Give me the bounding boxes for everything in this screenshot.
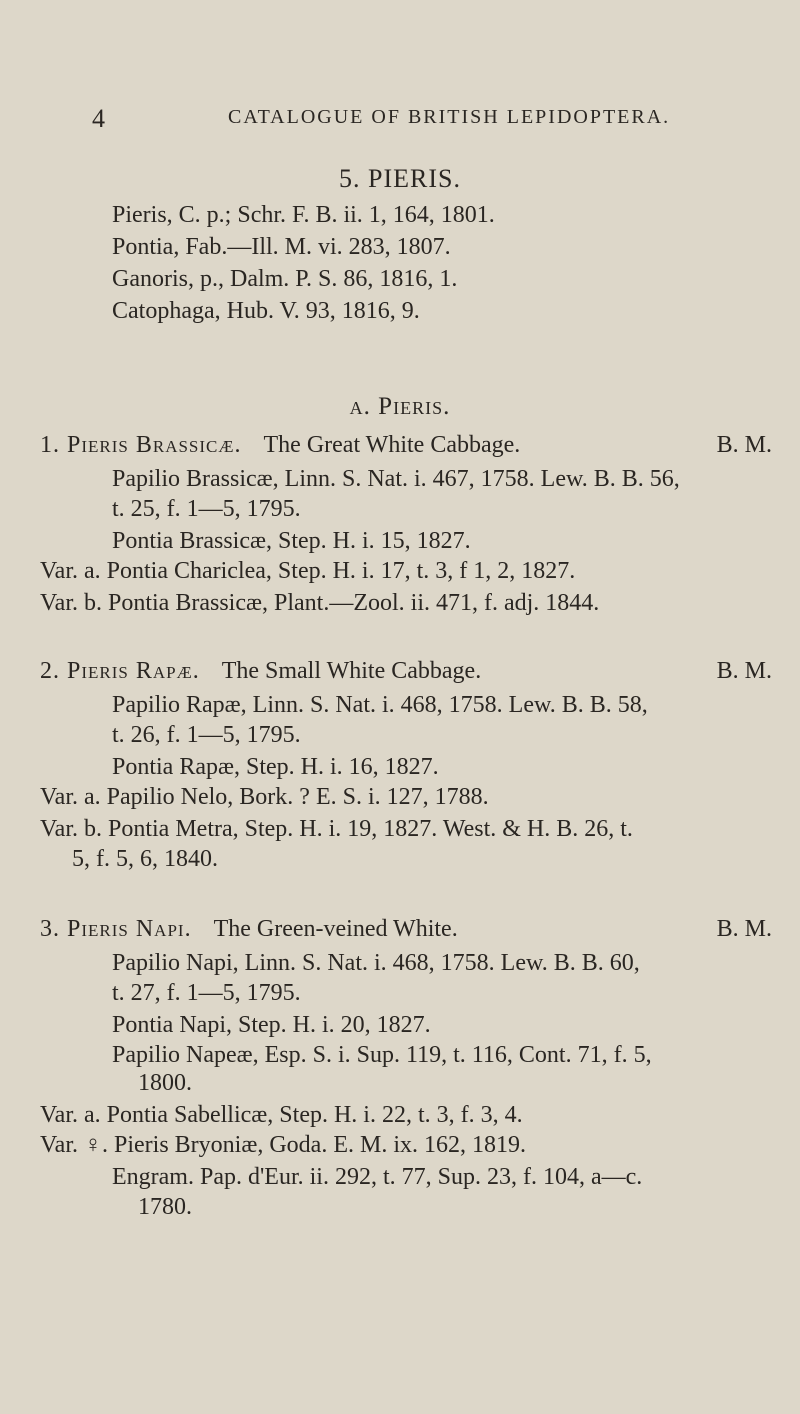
species-title: 2. Pieris Rapæ. bbox=[40, 658, 200, 684]
species-location: B. M. bbox=[716, 916, 772, 942]
species-ref: Papilio Rapæ, Linn. S. Nat. i. 468, 1758. Lew. B. B. 58, bbox=[112, 692, 648, 718]
page-number: 4 bbox=[92, 104, 106, 133]
species-ref: t. 27, f. 1—5, 1795. bbox=[112, 980, 301, 1006]
species-variety: Var. a. Pontia Sabellicæ, Step. H. i. 22, t. 3, f. 3, 4. bbox=[40, 1102, 523, 1128]
species-ref: Papilio Brassicæ, Linn. S. Nat. i. 467, 1758. Lew. B. B. 56, bbox=[112, 466, 680, 492]
genus-synonym: Catophaga, Hub. V. 93, 1816, 9. bbox=[112, 298, 420, 324]
species-location: B. M. bbox=[716, 658, 772, 684]
species-variety: Var. a. Pontia Chariclea, Step. H. i. 17, t. 3, f 1, 2, 1827. bbox=[40, 558, 576, 584]
species-common-name: The Great White Cabbage. bbox=[263, 432, 521, 458]
species-ref: 1800. bbox=[138, 1070, 192, 1096]
species-ref: Papilio Napeæ, Esp. S. i. Sup. 119, t. 116, Cont. 71, f. 5, bbox=[112, 1042, 652, 1068]
genus-heading: 5. PIERIS. bbox=[339, 164, 461, 193]
species-variety: Engram. Pap. d'Eur. ii. 292, t. 77, Sup. 23, f. 104, a—c. bbox=[112, 1164, 643, 1190]
species-ref: Pontia Rapæ, Step. H. i. 16, 1827. bbox=[112, 754, 439, 780]
species-common-name: The Small White Cabbage. bbox=[221, 658, 482, 684]
species-variety: Var. a. Papilio Nelo, Bork. ? E. S. i. 127, 1788. bbox=[40, 784, 489, 810]
species-entry bbox=[40, 656, 481, 686]
species-ref: t. 26, f. 1—5, 1795. bbox=[112, 722, 301, 748]
species-variety: 1780. bbox=[138, 1194, 192, 1220]
species-variety: Var. b. Pontia Brassicæ, Plant.—Zool. ii. 471, f. adj. 1844. bbox=[40, 590, 600, 616]
genus-synonym: Pontia, Fab.—Ill. M. vi. 283, 1807. bbox=[112, 234, 451, 260]
species-ref: Pontia Brassicæ, Step. H. i. 15, 1827. bbox=[112, 528, 471, 554]
species-title: 3. Pieris Napi. bbox=[40, 916, 192, 942]
species-ref: Papilio Napi, Linn. S. Nat. i. 468, 1758. Lew. B. B. 60, bbox=[112, 950, 640, 976]
genus-synonym: Ganoris, p., Dalm. P. S. 86, 1816, 1. bbox=[112, 266, 458, 292]
species-title: 1. Pieris Brassicæ. bbox=[40, 432, 242, 458]
species-variety: Var. ♀. Pieris Bryoniæ, Goda. E. M. ix. 162, 1819. bbox=[40, 1132, 526, 1158]
species-entry bbox=[40, 430, 520, 460]
species-ref: Pontia Napi, Step. H. i. 20, 1827. bbox=[112, 1012, 431, 1038]
genus-synonym: Pieris, C. p.; Schr. F. B. ii. 1, 164, 1801. bbox=[112, 202, 495, 228]
species-entry bbox=[40, 914, 458, 944]
species-ref: t. 25, f. 1—5, 1795. bbox=[112, 496, 301, 522]
subgenus-heading: a. Pieris. bbox=[349, 393, 451, 420]
species-location: B. M. bbox=[716, 432, 772, 458]
species-common-name: The Green-veined White. bbox=[213, 916, 458, 942]
species-variety: 5, f. 5, 6, 1840. bbox=[72, 846, 218, 872]
species-variety: Var. b. Pontia Metra, Step. H. i. 19, 1827. West. & H. B. 26, t. bbox=[40, 816, 633, 842]
running-title: CATALOGUE OF BRITISH LEPIDOPTERA. bbox=[228, 106, 671, 128]
